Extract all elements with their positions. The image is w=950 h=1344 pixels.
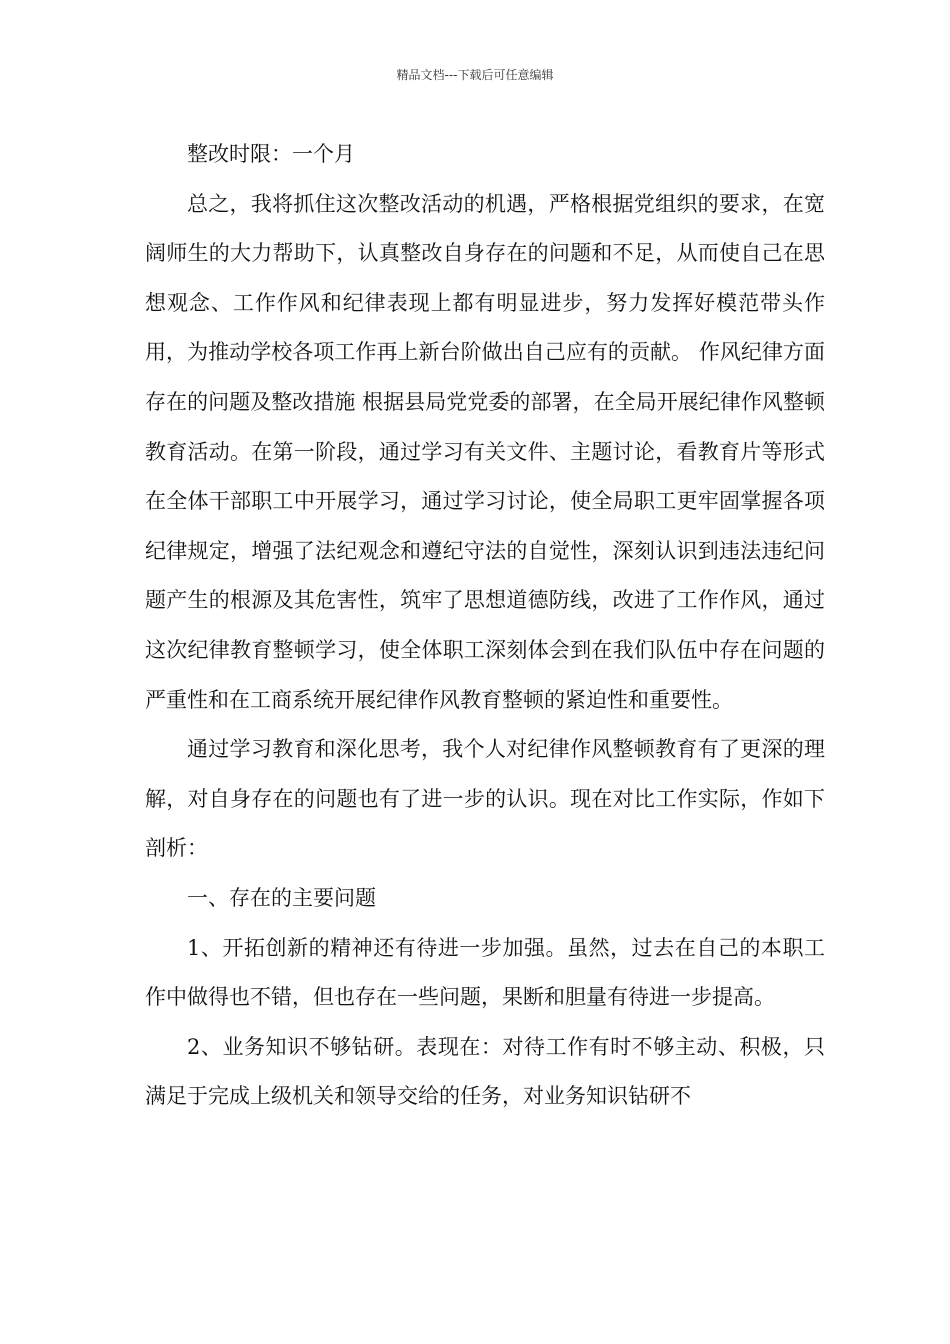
paragraph-problem-2: 2、业务知识不够钻研。表现在：对待工作有时不够主动、积极，只满足于完成上级机关和领导交给的任务，对业务知识钻研不 (145, 1034, 825, 1109)
page-header: 精品文档---下载后可任意编辑 (396, 68, 554, 82)
paragraph-analysis-intro: 通过学习教育和深化思考，我个人对纪律作风整顿教育有了更深的理解，对自身存在的问题也有了进一步的认识。现在对比工作实际，作如下剖析： (145, 737, 825, 861)
section-heading-main-problems: 一、存在的主要问题 (187, 885, 376, 910)
paragraph-summary: 总之，我将抓住这次整改活动的机遇，严格根据党组织的要求，在宽阔师生的大力帮助下，认真整改自身存在的问题和不足，从而使自己在思想观念、工作作风和纪律表现上都有明显进步，努力发挥好模范带头作用，为推动学校各项工作再上新台阶做出自己应有的贡献。 作风纪律方面存在的问题及整改措施 根据县局党党委的部署，在全局开展纪律作风整顿教育活动。在第一阶段，通过学习有关文件、主题讨论，看教育片等形式在全体干部职工中开展学习，通过学习讨论，使全局职工更牢固掌握各项纪律规定，增强了法纪观念和遵纪守法的自觉性，深刻认识到违法违纪问题产生的根源及其危害性，筑牢了思想道德防线，改进了工作作风，通过这次纪律教育整顿学习，使全体职工深刻体会到在我们队伍中存在问题的严重性和在工商系统开展纪律作风教育整顿的紧迫性和重要性。 (145, 191, 825, 712)
paragraph-problem-1: 1、开拓创新的精神还有待进一步加强。虽然，过去在自己的本职工作中做得也不错，但也存在一些问题，果断和胆量有待进一步提高。 (145, 935, 825, 1010)
document-body (145, 130, 825, 1122)
paragraph-deadline: 整改时限：一个月 (187, 142, 355, 166)
